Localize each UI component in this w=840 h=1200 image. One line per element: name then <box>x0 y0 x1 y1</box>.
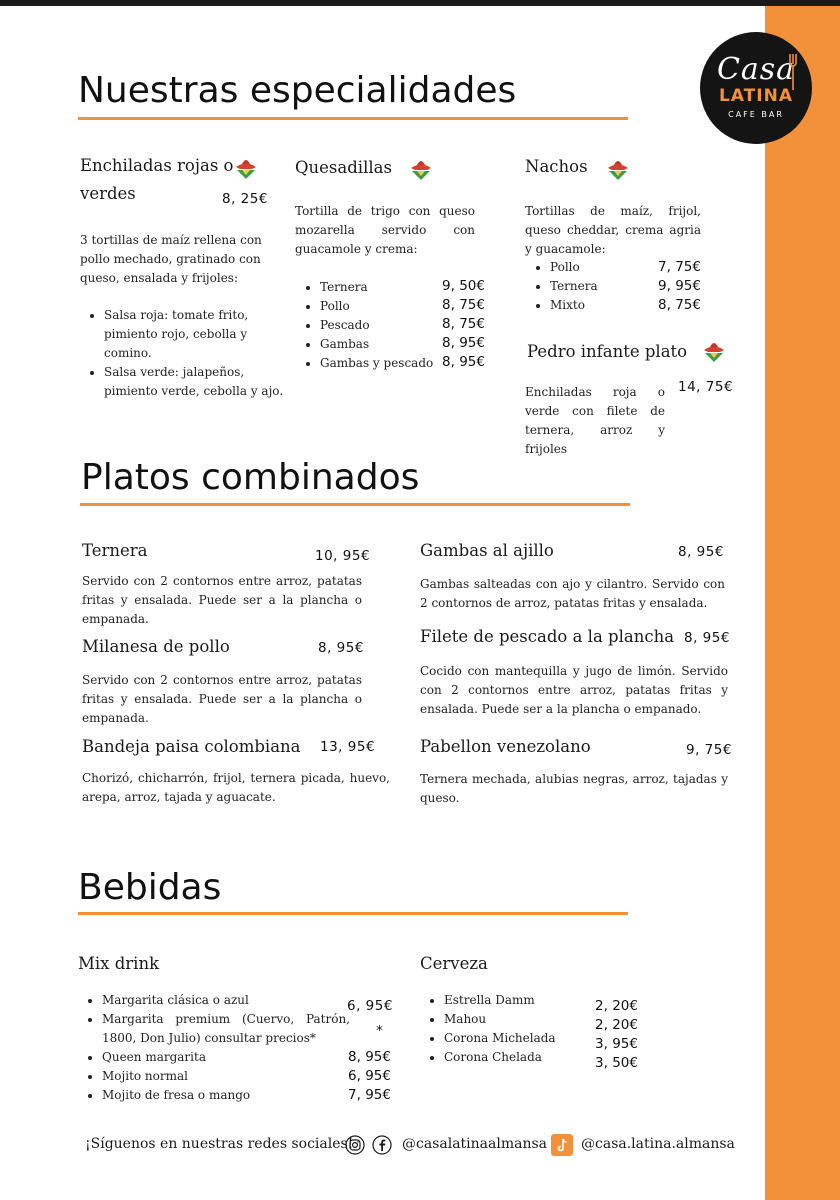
mix-drink-price: * <box>376 1023 384 1039</box>
mix-drink-name: Mix drink <box>78 954 160 973</box>
quesadillas-option: • Ternera <box>320 278 440 297</box>
pedro-infante-price: 14, 75€ <box>678 379 734 395</box>
quesadillas-options <box>300 278 440 373</box>
quesadillas-price: 9, 50€ <box>442 278 485 294</box>
filete-pescado-price: 8, 95€ <box>684 630 730 646</box>
quesadillas-price: 8, 75€ <box>442 316 485 332</box>
utensils-icon <box>786 52 800 92</box>
mix-drink-price: 7, 95€ <box>348 1087 391 1103</box>
quesadillas-description: Tortilla de trigo con queso mozarella servido con guacamole y crema: <box>295 204 475 256</box>
mix-drink-price: 6, 95€ <box>347 998 393 1014</box>
enchiladas-name-line2: verdes <box>80 184 136 203</box>
enchiladas-price: 8, 25€ <box>222 191 268 207</box>
pabellon-name: Pabellon venezolano <box>420 737 591 756</box>
enchiladas-option-roja: • Salsa roja: tomate frito, pimiento rojo, cebolla y comino. <box>104 306 284 363</box>
orange-side-bar <box>765 6 840 1200</box>
bandeja-paisa-price: 13, 95€ <box>320 739 376 755</box>
cerveza-price: 2, 20€ <box>595 1017 638 1033</box>
gambas-ajillo-price: 8, 95€ <box>678 544 724 560</box>
bebidas-title: Bebidas <box>78 867 222 908</box>
mix-drink-item: • Queen margarita <box>102 1048 350 1067</box>
nachos-name: Nachos <box>525 157 588 176</box>
nachos-option: • Pollo <box>550 258 650 277</box>
pabellon-description: Ternera mechada, alubias negras, arroz, tajadas y queso. <box>420 772 728 805</box>
nachos-prices <box>644 258 701 315</box>
mix-drink-item: • Margarita clásica o azul <box>102 991 350 1010</box>
cerveza-prices <box>582 997 638 1073</box>
bandeja-paisa-description: Chorizó, chicharrón, frijol, ternera picada, huevo, arepa, arroz, tajada y aguacate. <box>82 771 390 804</box>
ternera-price: 10, 95€ <box>315 548 371 564</box>
pabellon-price: 9, 75€ <box>686 742 732 758</box>
mix-drink-prices <box>336 1048 391 1105</box>
quesadillas-price: 8, 95€ <box>442 354 485 370</box>
ternera-description: Servido con 2 contornos entre arroz, patatas fritas y ensalada. Puede ser a la plancha o empanada. <box>82 574 362 626</box>
enchiladas-options <box>84 306 284 401</box>
cerveza-price: 2, 20€ <box>595 998 638 1014</box>
cerveza-price: 3, 50€ <box>595 1055 638 1071</box>
sombrero-icon <box>234 154 258 180</box>
gambas-ajillo-name: Gambas al ajillo <box>420 541 554 560</box>
quesadillas-option: • Pescado <box>320 316 440 335</box>
nachos-price: 9, 95€ <box>658 278 701 294</box>
especialidades-rule <box>78 117 628 120</box>
mix-drink-price: 8, 95€ <box>348 1049 391 1065</box>
logo-cafebar-text: CAFE BAR <box>728 110 784 119</box>
nachos-option: • Ternera <box>550 277 650 296</box>
logo-script-text: Casa <box>716 52 796 87</box>
milanesa-description: Servido con 2 contornos entre arroz, patatas fritas y ensalada. Puede ser a la plancha o empanada. <box>82 673 362 725</box>
bandeja-paisa-name: Bandeja paisa colombiana <box>82 737 301 756</box>
nachos-price: 8, 75€ <box>658 297 701 313</box>
logo-latina-text: LATINA <box>719 86 793 106</box>
ternera-name: Ternera <box>82 541 148 560</box>
enchiladas-option-verde: • Salsa verde: jalapeños, pimiento verde, cebolla y ajo. <box>104 363 284 401</box>
cerveza-item: • Corona Michelada <box>444 1029 604 1048</box>
bebidas-rule <box>78 912 628 915</box>
nachos-option: • Mixto <box>550 296 650 315</box>
combinados-rule <box>80 503 630 506</box>
sombrero-icon <box>409 155 433 181</box>
quesadillas-price: 8, 95€ <box>442 335 485 351</box>
mix-drink-item: • Margarita premium (Cuervo, Patrón, 1800, Don Julio) consultar precios* <box>102 1010 350 1048</box>
social-follow-text: ¡Síguenos en nuestras redes sociales! <box>85 1136 354 1152</box>
quesadillas-name: Quesadillas <box>295 158 392 177</box>
quesadillas-option: • Pollo <box>320 297 440 316</box>
cerveza-item: • Mahou <box>444 1010 604 1029</box>
enchiladas-name-line1: Enchiladas rojas o <box>80 156 234 175</box>
pedro-infante-description: Enchiladas roja o verde con filete de ternera, arroz y frijoles <box>525 385 665 456</box>
milanesa-price: 8, 95€ <box>318 640 364 656</box>
mix-drink-item: • Mojito de fresa o mango <box>102 1086 350 1105</box>
mix-drink-list <box>82 991 350 1105</box>
quesadillas-option: • Gambas y pescado <box>320 354 440 373</box>
combinados-title: Platos combinados <box>81 457 420 498</box>
cerveza-name: Cerveza <box>420 954 488 973</box>
milanesa-name: Milanesa de pollo <box>82 637 230 656</box>
mix-drink-item: • Mojito normal <box>102 1067 350 1086</box>
tiktok-icon[interactable] <box>551 1134 573 1156</box>
filete-pescado-name: Filete de pescado a la plancha <box>420 627 675 646</box>
instagram-handle[interactable]: @casalatinaalmansa <box>402 1136 548 1152</box>
filete-pescado-description: Cocido con mantequilla y jugo de limón. Servido con 2 contornos entre arroz, patatas fritas y ensalada. Puede ser a la plancha o empanado. <box>420 664 728 716</box>
instagram-icon[interactable] <box>345 1135 365 1155</box>
pedro-infante-name: Pedro infante plato <box>527 342 688 361</box>
top-border <box>0 0 840 6</box>
nachos-options <box>530 258 650 315</box>
mix-drink-price: 6, 95€ <box>348 1068 391 1084</box>
especialidades-title: Nuestras especialidades <box>78 70 517 111</box>
enchiladas-description: 3 tortillas de maíz rellena con pollo mechado, gratinado con queso, ensalada y frijoles: <box>80 233 262 285</box>
tiktok-handle[interactable]: @casa.latina.almansa <box>581 1136 735 1152</box>
quesadillas-price: 8, 75€ <box>442 297 485 313</box>
cerveza-price: 3, 95€ <box>595 1036 638 1052</box>
nachos-price: 7, 75€ <box>658 259 701 275</box>
nachos-description: Tortillas de maíz, frijol, queso cheddar, crema agria y guacamole: <box>525 204 701 256</box>
gambas-ajillo-description: Gambas salteadas con ajo y cilantro. Servido con 2 contornos de arroz, patatas fritas y ensalada. <box>420 577 725 610</box>
cerveza-item: • Estrella Damm <box>444 991 604 1010</box>
cerveza-list <box>424 991 604 1067</box>
cerveza-item: • Corona Chelada <box>444 1048 604 1067</box>
casa-latina-logo <box>700 32 812 144</box>
tiktok-glyph-icon <box>551 1134 573 1156</box>
sombrero-icon <box>702 337 726 363</box>
facebook-icon[interactable] <box>372 1135 392 1155</box>
quesadillas-prices <box>428 277 485 372</box>
sombrero-icon <box>606 155 630 181</box>
quesadillas-option: • Gambas <box>320 335 440 354</box>
